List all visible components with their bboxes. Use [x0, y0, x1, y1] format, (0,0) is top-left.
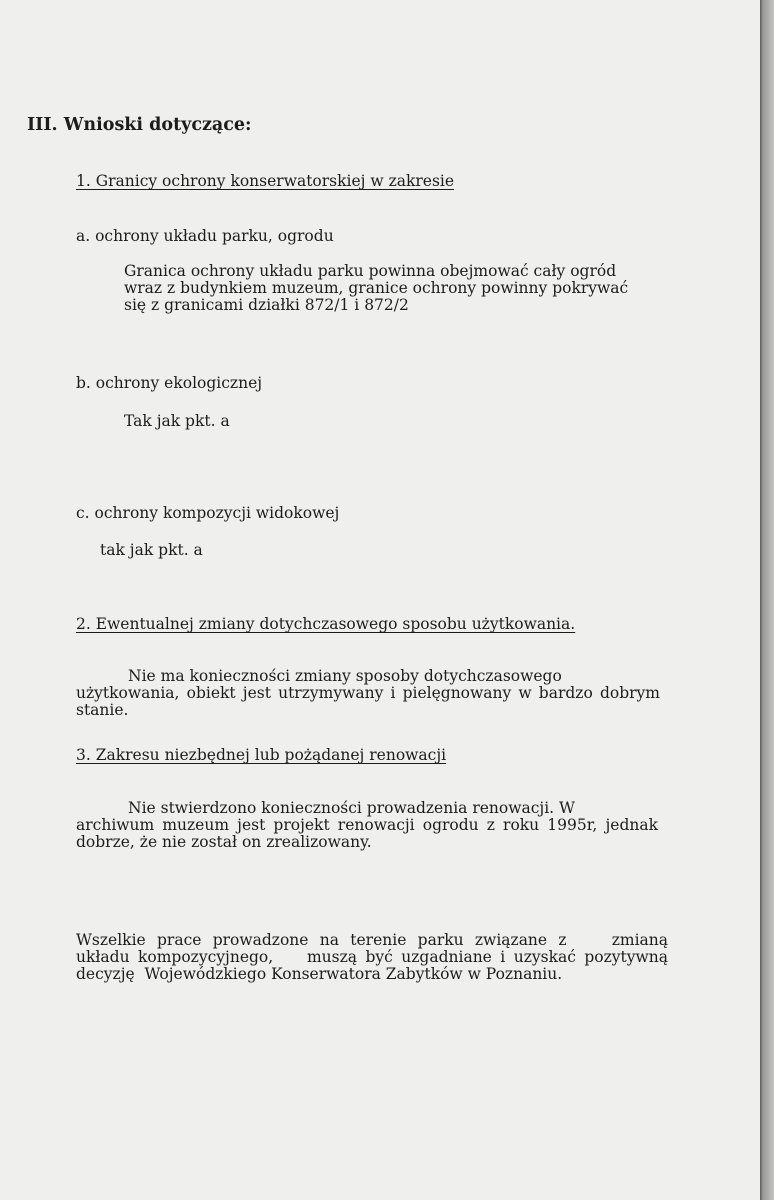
section-2-paragraph	[76, 668, 660, 719]
paragraph-line: Nie stwierdzono konieczności prowadzenia renowacji. W	[128, 799, 575, 817]
section-1-title: 1. Granicy ochrony konserwatorskiej w zakresie	[76, 172, 455, 190]
item-c-text: tak jak pkt. a	[100, 541, 203, 559]
item-a-label: a. ochrony układu parku, ogrodu	[76, 227, 334, 245]
paragraph-line: Nie ma konieczności zmiany sposoby dotychczasowego	[128, 667, 562, 685]
paragraph-line: wraz z budynkiem muzeum, granice ochrony powinny pokrywać	[124, 279, 629, 297]
paragraph-line: się z granicami działki 872/1 i 872/2	[124, 296, 409, 314]
closing-paragraph	[76, 932, 668, 983]
paragraph-line: Granica ochrony układu parku powinna obejmować cały ogród	[124, 262, 617, 280]
paragraph-line: Wszelkie prace prowadzone na terenie parku związane z zmianą	[76, 931, 668, 949]
item-a-paragraph	[124, 263, 628, 314]
section-3-paragraph	[76, 800, 658, 851]
paragraph-line: układu kompozycyjnego, muszą być uzgadniane i uzyskać pozytywną	[76, 948, 668, 966]
section-2-title: 2. Ewentualnej zmiany dotychczasowego sposobu użytkowania.	[76, 615, 576, 633]
paragraph-line: decyzję Wojewódzkiego Konserwatora Zabytków w Poznaniu.	[76, 965, 563, 983]
item-c-label: c. ochrony kompozycji widokowej	[76, 504, 340, 522]
item-b-label: b. ochrony ekologicznej	[76, 374, 263, 392]
scan-edge-shadow	[760, 0, 774, 1200]
paragraph-line: stanie.	[76, 701, 129, 719]
item-b-text: Tak jak pkt. a	[124, 412, 230, 430]
section-heading: III. Wnioski dotyczące:	[27, 115, 252, 135]
paragraph-line: użytkowania, obiekt jest utrzymywany i pielęgnowany w bardzo dobrym	[76, 684, 660, 702]
paragraph-line: dobrze, że nie został on zrealizowany.	[76, 833, 372, 851]
paragraph-line: archiwum muzeum jest projekt renowacji ogrodu z roku 1995r, jednak	[76, 816, 658, 834]
section-3-title: 3. Zakresu niezbędnej lub pożądanej renowacji	[76, 746, 447, 764]
